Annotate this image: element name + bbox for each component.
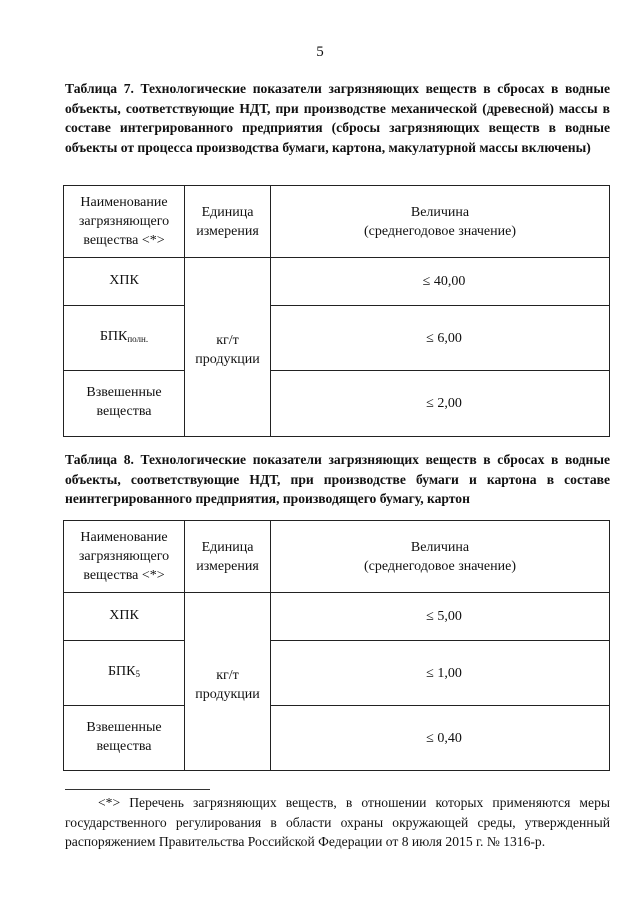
pollutant-name: $БПК_{полн.}$ (64, 306, 185, 371)
header-unit: Единица измерения (185, 521, 271, 593)
pollutant-value: ≤ 6,00 (271, 306, 610, 371)
unit-cell: кг/т продукции (185, 593, 271, 771)
pollutant-value: ≤ 0,40 (271, 706, 610, 771)
footnote-divider (65, 789, 210, 790)
table-8-caption: Таблица 8. Технологические показатели загрязняющих веществ в сбросах в водные объекты, соответствующие НДТ, при производстве бумаги и картона в составе неинтегрированного предприятия, производящего бумагу, картон (65, 452, 610, 506)
header-value (271, 521, 610, 593)
header-value (271, 186, 610, 258)
pollutant-name: Взвешенные вещества (64, 706, 185, 771)
table-7-caption: Таблица 7. Технологические показатели загрязняющих веществ в сбросах в водные объекты, соответствующие НДТ, при производстве механической (древесной) массы в составе интегрированного предприятия (сбросы загрязняющих веществ в водные объекты от процесса производства бумаги, картона, макулатурной массы включены) (65, 81, 610, 155)
pollutant-value: ≤ 2,00 (271, 371, 610, 437)
pollutant-name: ХПК (64, 593, 185, 641)
header-pollutant-name: Наименование загрязняющего вещества <*> (64, 186, 185, 258)
header-pollutant-name: Наименование загрязняющего вещества <*> (64, 521, 185, 593)
unit-cell: кг/т продукции (185, 258, 271, 437)
pollutant-name: $БПК_5$ (64, 641, 185, 706)
pollutant-name: Взвешенные вещества (64, 371, 185, 437)
header-value-note: (среднегодовое значение) (363, 558, 517, 574)
pollutant-value: ≤ 5,00 (271, 593, 610, 641)
header-value-title: Величина (410, 204, 470, 220)
table-row (64, 641, 610, 706)
table-8 (63, 520, 610, 771)
table-7 (63, 185, 610, 437)
pollutant-name: ХПК (64, 258, 185, 306)
table-row (64, 593, 610, 641)
header-unit: Единица измерения (185, 186, 271, 258)
pollutant-value: ≤ 40,00 (271, 258, 610, 306)
table-row (64, 706, 610, 771)
table-row (64, 371, 610, 437)
table-8-header-row (64, 521, 610, 593)
table-row (64, 258, 610, 306)
header-value-title: Величина (410, 539, 470, 555)
footnote: <*> Перечень загрязняющих веществ, в отношении которых применяются меры государственного регулирования в области охраны окружающей среды, утвержденный распоряжением Правительства Российской Федерации от 8 июля 2015 г. № 1316-р. (65, 795, 610, 849)
header-value-note: (среднегодовое значение) (363, 223, 517, 239)
page-number: 5 (316, 44, 324, 60)
table-row (64, 306, 610, 371)
table-7-header-row (64, 186, 610, 258)
pollutant-value: ≤ 1,00 (271, 641, 610, 706)
